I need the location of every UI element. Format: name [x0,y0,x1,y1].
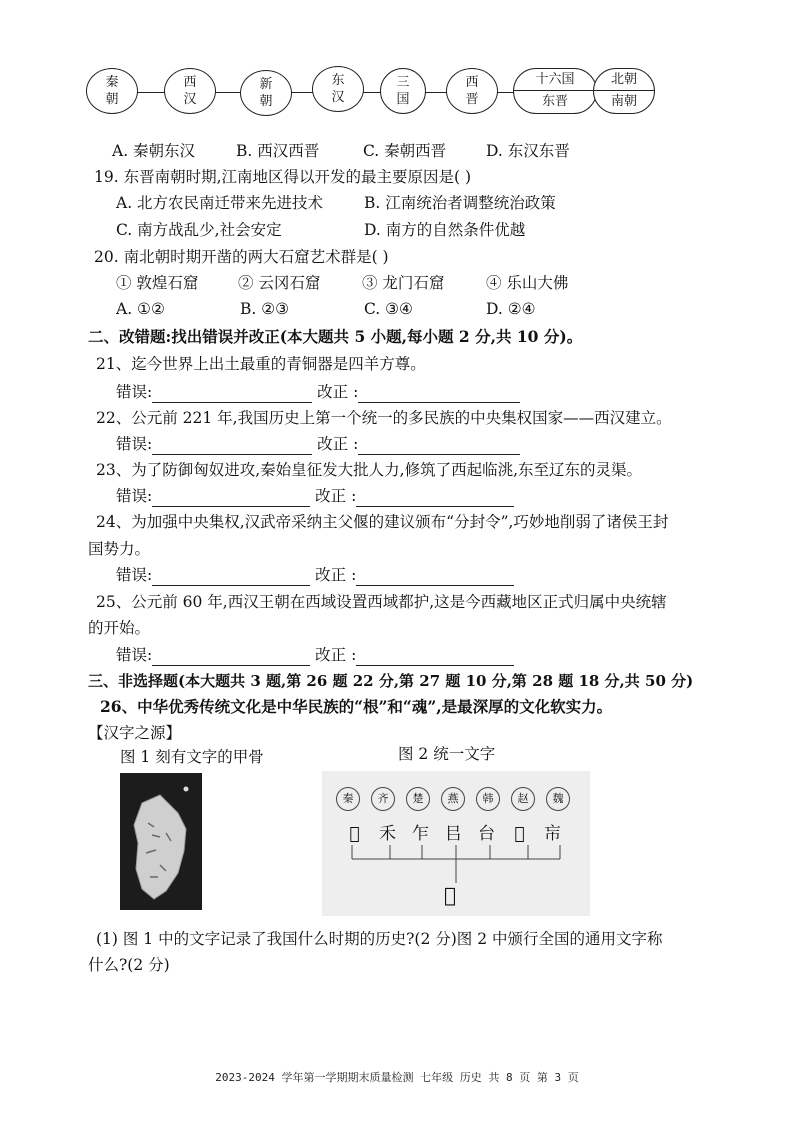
state-circle-han: 韩 [476,787,500,811]
error-label: 错误: [116,487,153,505]
q25-text-line2: 的开始。 [88,619,151,637]
q20-stem: 20. 南北朝时期开凿的两大石窟艺术群是( ) [94,248,389,266]
q26-sub1-line2: 什么?(2 分) [88,956,170,974]
glyph-qin: 𫝀 [349,824,360,844]
timeline-node-eastern-han: 东 汉 [312,66,364,112]
state-glyphs-row [338,819,569,844]
error-label: 错误: [116,383,153,401]
q23-text: 23、为了防御匈奴进攻,秦始皇征发大批人力,修筑了西起临洮,东至辽东的灵渠。 [96,461,643,479]
q25-error-blank[interactable] [152,649,310,666]
q24-text-line1: 24、为加强中央集权,汉武帝采纳主父偃的建议颁布“分封令”,巧妙地削弱了诸侯王封 [96,513,669,531]
q23-error-blank[interactable] [152,490,310,507]
figure1-caption: 图 1 刻有文字的甲骨 [120,748,264,766]
state-circle-qi: 齐 [371,787,395,811]
q21-answer-row [116,381,520,403]
correct-label: 改正 : [315,566,357,584]
q25-text-line1: 25、公元前 60 年,西汉王朝在西域设置西域都护,这是今西藏地区正式归属中央统辖 [96,593,667,611]
q19-option-b: B. 江南统治者调整统治政策 [364,194,556,212]
q24-text-line2: 国势力。 [88,540,151,558]
correct-label: 改正 : [315,487,357,505]
q25-correct-blank[interactable] [356,649,514,666]
section2-heading: 二、改错题:找出错误并改正(本大题共 5 小题,每小题 2 分,共 10 分)。 [88,327,583,346]
q18-option-d: D. 东汉东晋 [486,142,570,160]
timeline-node-three-kingdoms: 三 国 [380,68,426,114]
q20-option-b: B. ②③ [240,300,290,318]
timeline-node-sixteen-kingdoms-eastern-jin: 十六国 东晋 [513,68,597,114]
unified-script-diagram [322,771,590,916]
oracle-bone-image [120,773,202,910]
q20-option-c: C. ③④ [364,300,413,318]
q18-option-b: B. 西汉西晋 [236,142,320,160]
state-circle-yan: 燕 [441,787,465,811]
correct-label: 改正 : [315,646,357,664]
q23-answer-row [116,485,514,507]
q21-correct-blank[interactable] [358,386,520,403]
q22-error-blank[interactable] [152,438,312,455]
q22-answer-row [116,433,520,455]
q26-sub1-line1: (1) 图 1 中的文字记录了我国什么时期的历史?(2 分)图 2 中颁行全国的通用文字称 [96,930,663,948]
q24-correct-blank[interactable] [356,569,514,586]
q24-answer-row [116,564,514,586]
timeline-node-qin: 秦 朝 [86,68,138,114]
state-circle-qin: 秦 [336,787,360,811]
unified-glyph: 𫝀 [444,883,457,907]
q25-answer-row [116,644,514,666]
q20-item-4: ④ 乐山大佛 [486,274,569,292]
page-footer: 2023-2024 学年第一学期期末质量检测 七年级 历史 共 8 页 第 3 页 [215,1071,579,1084]
q18-option-c: C. 秦朝西晋 [363,142,447,160]
state-circles-row [336,787,570,811]
error-label: 错误: [116,566,153,584]
section3-heading: 三、非选择题(本大题共 3 题,第 26 题 22 分,第 27 题 10 分,第 28 题 18 分,共 50 分) [88,672,694,690]
glyph-yan: 㠯 [445,824,462,844]
oracle-bone-drawing [120,773,202,910]
q21-text: 21、迄今世界上出土最重的青铜器是四羊方尊。 [96,355,426,373]
glyph-zhao: 𡉈 [514,824,525,844]
q21-error-blank[interactable] [152,386,312,403]
q26-stem: 26、中华优秀传统文化是中华民族的“根”和“魂”,是最深厚的文化软实力。 [100,697,613,716]
q22-correct-blank[interactable] [358,438,520,455]
glyph-han: 台 [478,824,495,844]
glyph-chu: 乍 [412,824,429,844]
q20-option-a: A. ①② [116,300,165,318]
q20-item-1: ① 敦煌石窟 [116,274,199,292]
state-circle-chu: 楚 [406,787,430,811]
q20-item-2: ② 云冈石窟 [238,274,321,292]
timeline-node-western-jin: 西 晋 [446,68,498,114]
error-label: 错误: [116,646,153,664]
q19-option-c: C. 南方战乱少,社会安定 [116,221,282,239]
q20-item-3: ③ 龙门石窟 [362,274,445,292]
timeline-node-northern-southern-dynasties: 北朝 南朝 [593,68,655,114]
timeline-node-xin: 新 朝 [240,70,292,116]
q19-option-a: A. 北方农民南迁带来先进技术 [116,194,324,212]
glyph-wei: 㠵 [544,824,561,844]
state-circle-wei: 魏 [546,787,570,811]
glyph-qi: 禾 [379,824,396,844]
state-circle-zhao: 赵 [511,787,535,811]
figure2-caption: 图 2 统一文字 [398,745,496,763]
subsection-title: 【汉字之源】 [88,724,182,742]
error-label: 错误: [116,435,153,453]
q22-text: 22、公元前 221 年,我国历史上第一个统一的多民族的中央集权国家——西汉建立。 [96,409,672,427]
q23-correct-blank[interactable] [356,490,514,507]
q19-option-d: D. 南方的自然条件优越 [364,221,526,239]
q19-stem: 19. 东晋南朝时期,江南地区得以开发的最主要原因是( ) [94,168,472,186]
correct-label: 改正 : [317,435,359,453]
q18-option-a: A. 秦朝东汉 [112,142,196,160]
timeline-node-western-han: 西 汉 [164,68,216,114]
q24-error-blank[interactable] [152,569,310,586]
correct-label: 改正 : [317,383,359,401]
q20-option-d: D. ②④ [486,300,536,318]
